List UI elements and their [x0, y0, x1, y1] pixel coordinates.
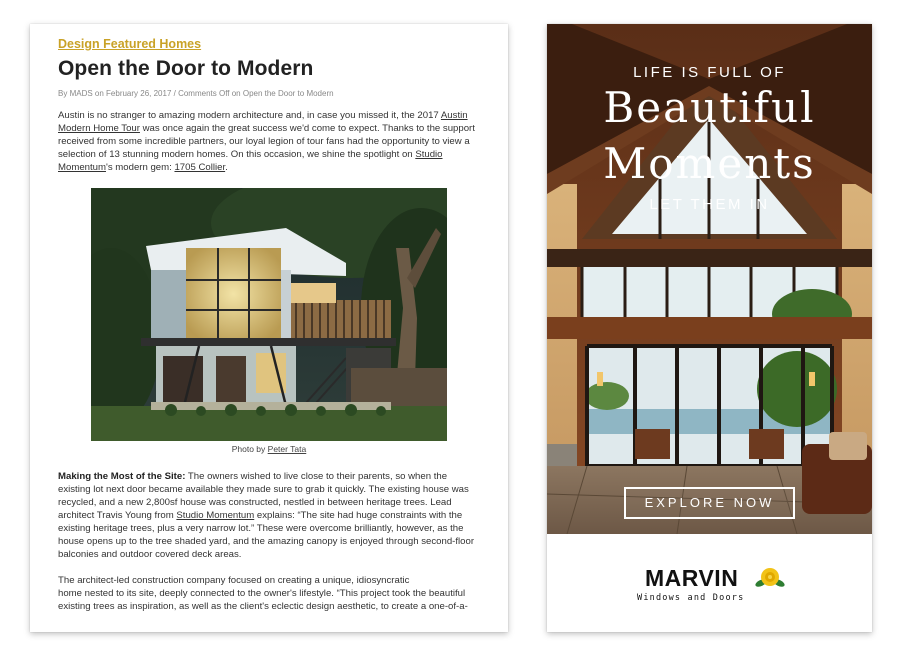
byline-suffix: on Open the Door to Modern [229, 89, 334, 98]
marvin-tagline: Windows and Doors [637, 593, 745, 603]
photographer-link[interactable]: Peter Tata [267, 444, 307, 454]
comments-status: Comments Off [178, 89, 230, 98]
para3-line-1: The architect-led construction company focused on creating a unique, idiosyncratic [58, 575, 410, 586]
caption-prefix: Photo by [231, 444, 268, 454]
house-photo[interactable] [91, 188, 447, 441]
studio-momentum-link-2[interactable]: Studio Momentum [176, 510, 255, 521]
section-text-2: explains: “The site had huge constraints with the existing heritage trees, plus a very narrow lot.” These were overcome brilliantly, however, as the house opens up to the tree shaded yard, and the amazing canopy is enjoyed through second-floor balconies and outdoor covered deck areas. [58, 510, 475, 560]
byline-on: on [92, 89, 107, 98]
rose-logo-icon [755, 565, 785, 591]
section-text-1: The owners wished to live close to their parents, so when the existing lot next door became available they made sure to grab it quickly. The existing house was recycled, and a new 2,800sf house was constructed, nestled in between heritage trees. Lead architect Travis Young from [58, 471, 469, 521]
intro-text-1: Austin is no stranger to amazing modern architecture and, in case you missed it, the 2017 [58, 110, 441, 121]
ad-headline-moments: Moments [603, 139, 816, 188]
byline [58, 89, 480, 98]
section-heading: Making the Most of the Site: [58, 471, 186, 482]
para3-line-2: home nested to its site, deeply connected to the owner's lifestyle. “This project took the beautiful existing trees as inspiration, as well as the client's eclectic design aesthetic, to create a one-of-a- [58, 588, 468, 612]
austin-modern-home-tour-link[interactable]: Austin Modern Home Tour [58, 110, 468, 134]
category-link[interactable]: Design Featured Homes [58, 37, 202, 51]
post-date: February 26, 2017 [106, 89, 172, 98]
byline-separator: / [171, 89, 179, 98]
marvin-ad[interactable] [547, 24, 872, 632]
article-card [30, 24, 508, 632]
ad-headline-top: LIFE IS FULL OF [633, 64, 786, 81]
intro-text-3: 's modern gem: [105, 162, 175, 173]
byline-prefix: By [58, 89, 70, 98]
ad-headline-bottom: LET THEM IN [649, 196, 770, 213]
author-link[interactable]: MADS [69, 89, 93, 98]
studio-momentum-link[interactable]: Studio Momentum [58, 149, 443, 173]
construction-paragraph [58, 574, 480, 613]
section-paragraph [58, 470, 480, 561]
intro-text-4: . [225, 162, 228, 173]
explore-now-button[interactable]: EXPLORE NOW [624, 487, 795, 519]
marvin-logo-text[interactable]: MARVIN [645, 565, 739, 591]
photo-caption [58, 444, 480, 454]
ad-headline-beautiful: Beautiful [603, 83, 816, 132]
collier-link[interactable]: 1705 Collier [174, 162, 226, 173]
ad-footer [547, 534, 872, 632]
article-title: Open the Door to Modern [58, 57, 314, 80]
intro-text-2: was once again the great success we'd come to expect. Thanks to the support received from some incredible partners, our loyal legion of tour fans had the opportunity to view a selection of 13 stunning modern homes. On this occasion, we shine the spotlight on [58, 123, 475, 160]
intro-paragraph [58, 109, 480, 174]
